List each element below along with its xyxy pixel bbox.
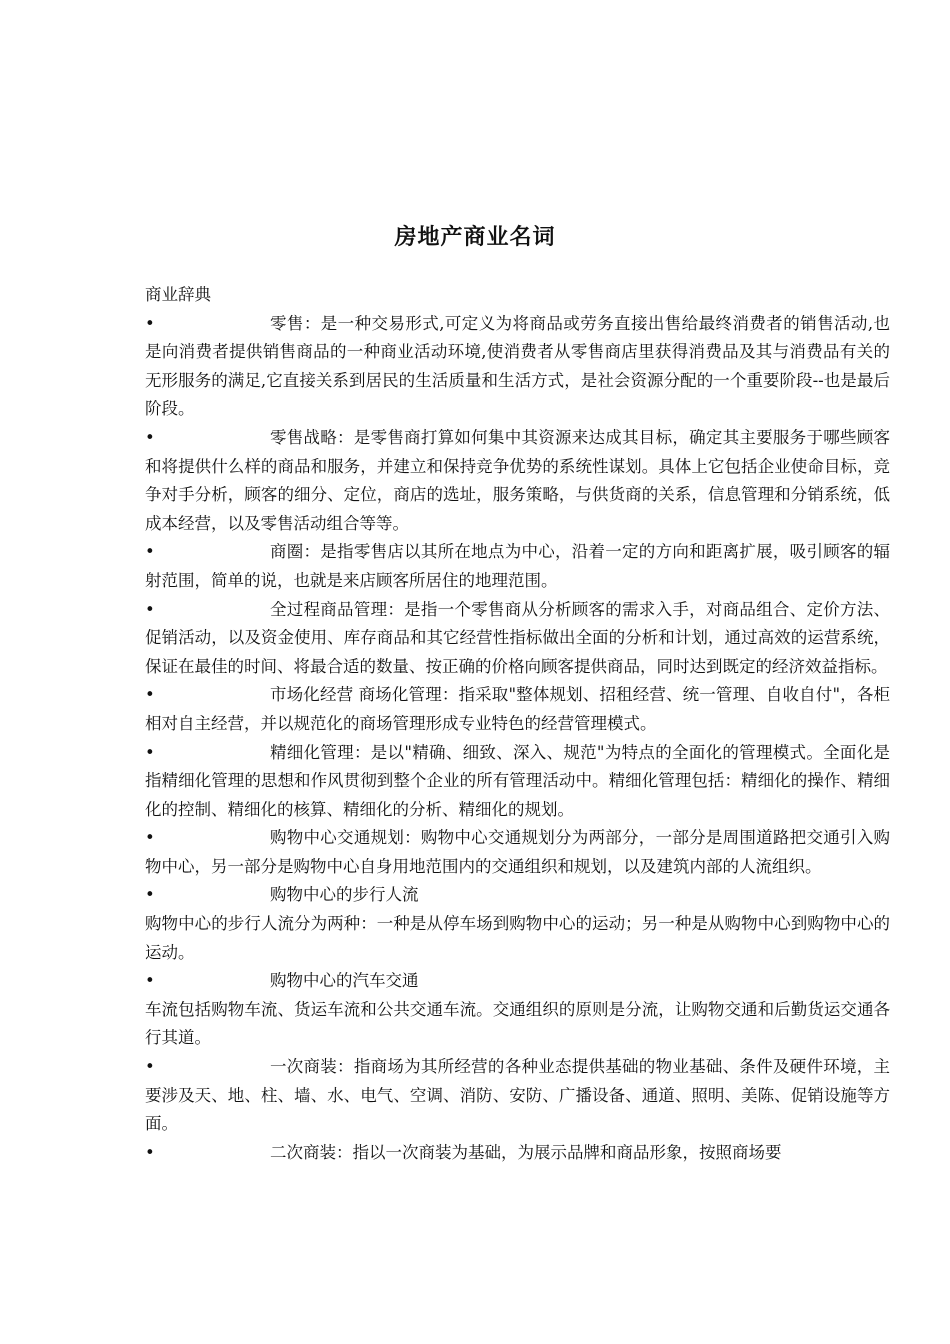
bullet-icon: • bbox=[145, 685, 155, 705]
glossary-entry bbox=[145, 739, 890, 825]
entry-heading: 零售：是一种交易形式,可定义为将商品或劳务直接出售给最终消费者的销售活动,也是向消费者提供销售商品的一种商业活动环境,使消费者从零售商店里获得消费品及其与消费品有关的无形服务的满足,它直接关系到居民的生活质量和生活方式，是社会资源分配的一个重要阶段--也是最后阶段。 bbox=[145, 313, 890, 419]
entry-body: 车流包括购物车流、货运车流和公共交通车流。交通组织的原则是分流，让购物交通和后勤货运交通各行其道。 bbox=[145, 999, 890, 1048]
glossary-entry bbox=[145, 824, 890, 881]
entry-body: 购物中心的步行人流分为两种：一种是从停车场到购物中心的运动；另一种是从购物中心到购物中心的运动。 bbox=[145, 914, 890, 962]
glossary-entry bbox=[145, 1139, 890, 1168]
entry-heading: 市场化经营 商场化管理：指采取"整体规划、招租经营、统一管理、自收自付"，各柜相对自主经营，并以规范化的商场管理形成专业特色的经营管理模式。 bbox=[145, 685, 890, 733]
entry-heading: 一次商装：指商场为其所经营的各种业态提供基础的物业基础、条件及硬件环境，主要涉及天、地、柱、墙、水、电气、空调、消防、安防、广播设备、通道、照明、美陈、促销设施等方面。 bbox=[145, 1057, 890, 1134]
glossary-entry bbox=[145, 1053, 890, 1139]
glossary-entry bbox=[145, 681, 890, 738]
bullet-icon: • bbox=[145, 1142, 155, 1162]
entry-heading: 购物中心的汽车交通 bbox=[270, 971, 419, 991]
entry-heading: 精细化管理：是以"精确、细致、深入、规范"为特点的全面化的管理模式。全面化是指精细化管理的思想和作风贯彻到整个企业的所有管理活动中。精细化管理包括：精细化的操作、精细化的控制、精细化的核算、精细化的分析、精细化的规划。 bbox=[145, 742, 890, 819]
bullet-icon: • bbox=[145, 599, 155, 619]
glossary-entry bbox=[145, 310, 890, 424]
bullet-icon: • bbox=[145, 427, 155, 447]
glossary-entry bbox=[145, 596, 890, 682]
glossary-entry bbox=[145, 967, 890, 1053]
bullet-icon: • bbox=[145, 542, 155, 562]
bullet-icon: • bbox=[145, 313, 155, 333]
document-title: 房地产商业名词 bbox=[394, 225, 556, 250]
entry-heading: 购物中心的步行人流 bbox=[270, 885, 419, 905]
entry-heading: 商圈：是指零售店以其所在地点为中心，沿着一定的方向和距离扩展，吸引顾客的辐射范围，简单的说，也就是来店顾客所居住的地理范围。 bbox=[145, 542, 890, 590]
bullet-icon: • bbox=[145, 885, 155, 905]
glossary-entry bbox=[145, 881, 890, 967]
document-body bbox=[145, 281, 890, 1167]
bullet-icon: • bbox=[145, 971, 155, 991]
entry-heading: 全过程商品管理：是指一个零售商从分析顾客的需求入手，对商品组合、定价方法、促销活动，以及资金使用、库存商品和其它经营性指标做出全面的分析和计划，通过高效的运营系统，保证在最佳的时间、将最合适的数量、按正确的价格向顾客提供商品，同时达到既定的经济效益指标。 bbox=[145, 599, 890, 676]
glossary-entry bbox=[145, 538, 890, 595]
entry-heading: 二次商装：指以一次商装为基础，为展示品牌和商品形象，按照商场要 bbox=[270, 1142, 782, 1162]
glossary-entry bbox=[145, 424, 890, 538]
bullet-icon: • bbox=[145, 742, 155, 762]
entry-heading: 购物中心交通规划：购物中心交通规划分为两部分，一部分是周围道路把交通引入购物中心，另一部分是购物中心自身用地范围内的交通组织和规划，以及建筑内部的人流组织。 bbox=[145, 828, 890, 876]
bullet-icon: • bbox=[145, 1057, 155, 1077]
bullet-icon: • bbox=[145, 828, 155, 848]
entry-heading: 零售战略：是零售商打算如何集中其资源来达成其目标，确定其主要服务于哪些顾客和将提供什么样的商品和服务，并建立和保持竞争优势的系统性谋划。具体上它包括企业使命目标，竞争对手分析，顾客的细分、定位，商店的选址，服务策略，与供货商的关系，信息管理和分销系统，低成本经营，以及零售活动组合等等。 bbox=[145, 427, 890, 533]
section-label: 商业辞典 bbox=[145, 285, 211, 304]
